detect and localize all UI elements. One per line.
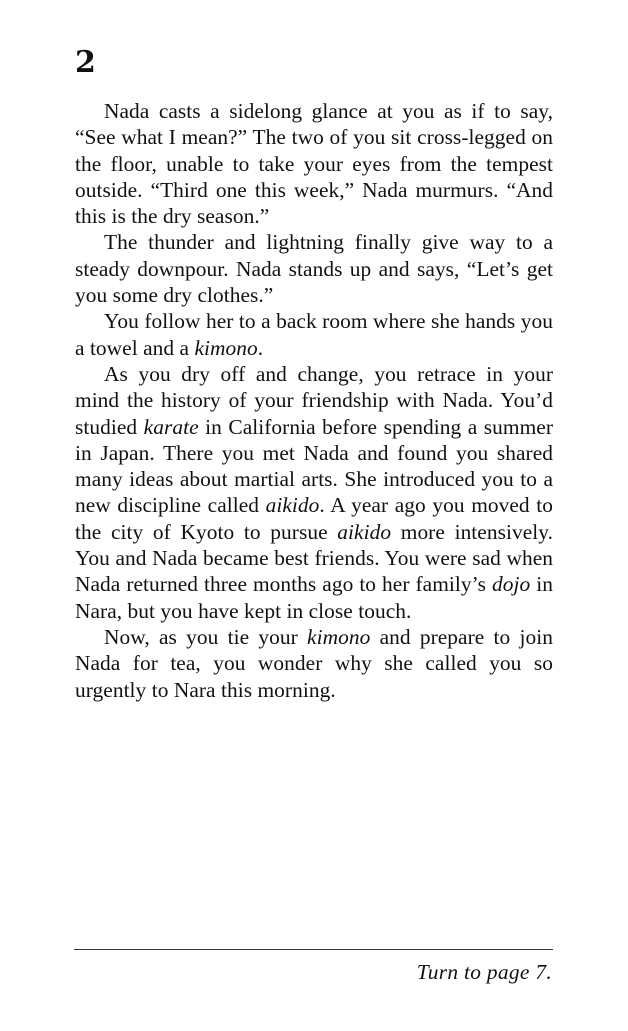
- story-text: [75, 98, 553, 703]
- italic-term: aikido: [265, 493, 320, 518]
- italic-term: karate: [143, 414, 199, 439]
- text-run: .: [257, 335, 264, 360]
- text-run: . A year ago you moved to the city of Kyoto to pursue: [75, 493, 554, 544]
- text-run: The thunder and lightning finally give way to a steady downpour. Nada stands up and says, “Let’s get you some dry clothes.”: [75, 230, 553, 308]
- italic-term: kimono: [307, 624, 371, 649]
- paragraph: [75, 98, 553, 229]
- text-run: Now, as you tie your: [104, 624, 308, 649]
- italic-term: kimono: [194, 335, 258, 360]
- text-run: in California before spending a summer in Japan. There you met Nada and found you shared many ideas about martial arts. She introduced you to a new discipline called: [75, 414, 554, 518]
- paragraph: [75, 229, 553, 308]
- italic-term: dojo: [492, 572, 531, 597]
- paragraph: [75, 308, 553, 361]
- italic-term: aikido: [337, 519, 392, 544]
- paragraph: [75, 361, 553, 624]
- text-run: Nada casts a sidelong glance at you as if to say, “See what I mean?” The two of you sit cross-legged on the floor, unable to take your eyes from the tempest outside. “Third one this week,” Nada murmurs. “And this is the dry season.”: [75, 99, 553, 229]
- text-run: in Nara, but you have kept in close touch.: [75, 572, 553, 623]
- page-number: 2: [75, 45, 96, 80]
- turn-to-page-instruction: Turn to page 7.: [416, 960, 552, 984]
- text-run: and prepare to join Nada for tea, you wonder why she called you so urgently to Nara this morning.: [75, 624, 553, 702]
- text-run: more intensively. You and Nada became best friends. You were sad when Nada returned three months ago to her family’s: [75, 519, 553, 597]
- paragraph: [75, 624, 553, 703]
- text-run: You follow her to a back room where she hands you a towel and a: [75, 309, 553, 360]
- text-run: As you dry off and change, you retrace in your mind the history of your friendship with Nada. You’d studied: [75, 361, 553, 439]
- footer-divider: [74, 949, 553, 950]
